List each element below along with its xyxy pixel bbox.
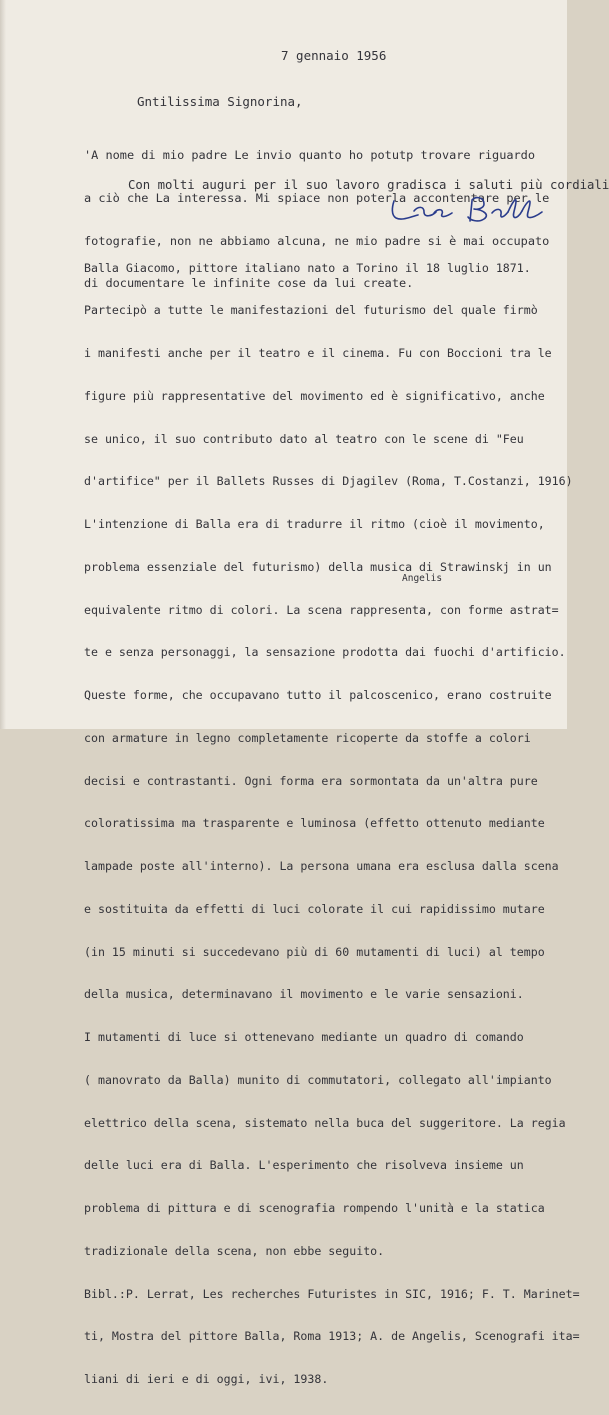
bio-line: i manifesti anche per il teatro e il cinema. Fu con Boccioni tra le	[84, 346, 552, 360]
bio-line: della musica, determinavano il movimento e le varie sensazioni.	[84, 987, 524, 1002]
bio-line: problema essenziale del futurismo) della musica di Strawinskj in un	[84, 559, 552, 574]
bio-line: te e senza personaggi, la sensazione prodotta dai fuochi d'artificio.	[84, 645, 566, 660]
bio-line: e sostituita da effetti di luci colorate il cui rapidissimo mutare	[84, 901, 545, 916]
closing-line: Con molti auguri per il suo lavoro gradisca i saluti più cordiali	[128, 178, 609, 192]
bio-line: coloratissima ma trasparente e luminosa (effetto ottenuto mediante	[84, 816, 545, 831]
bio-line: (in 15 minuti si succedevano più di 60 mutamenti di luci) al tempo	[84, 944, 545, 959]
handwritten-signature	[388, 193, 548, 229]
bio-line: equivalente ritmo di colori. La scena rappresenta, con forme astrat=	[84, 602, 559, 617]
bio-line: elettrico della scena, sistemato nella buca del suggeritore. La regia	[84, 1115, 566, 1130]
letter-line: di documentare le infinite cose da lui create.	[84, 276, 414, 291]
bio-line: Queste forme, che occupavano tutto il palcoscenico, erano costruite	[84, 688, 552, 702]
bio-line: tradizionale della scena, non ebbe seguito.	[84, 1243, 385, 1258]
bibliography-line: ti, Mostra del pittore Balla, Roma 1913; A. de Angelis, Scenografi ita=	[84, 1329, 580, 1344]
bio-line: Partecipò a tutte le manifestazioni del futurismo del quale firmò	[84, 303, 538, 318]
bio-line: decisi e contrastanti. Ogni forma era sormontata da un'altra pure	[84, 773, 538, 788]
bibliography-line: liani di ieri e di oggi, ivi, 1938.	[84, 1372, 329, 1386]
bio-line: problema di pittura e di scenografia rompendo l'unità e la statica	[84, 1201, 545, 1215]
bibliography-insertion: Angelis	[402, 573, 443, 584]
paper-edge-shadow	[0, 0, 6, 729]
bibliography-line: Bibl.:P. Lerrat, Les recherches Futuristes in SIC, 1916; F. T. Marinet=	[84, 1286, 580, 1301]
bio-line: con armature in legno completamente ricoperte da stoffe a colori	[84, 730, 531, 745]
bio-line: I mutamenti di luce si ottenevano mediante un quadro di comando	[84, 1030, 524, 1044]
letter-line: a ciò che La interessa. Mi spiace non poterla accontentare per le	[84, 191, 550, 206]
salutation: Gntilissima Signorina,	[137, 94, 303, 109]
bio-line: d'artifice" per il Ballets Russes di Djagilev (Roma, T.Costanzi, 1916)	[84, 474, 573, 489]
bio-line: figure più rappresentative del movimento ed è significativo, anche	[84, 388, 545, 403]
letter-date: 7 gennaio 1956	[281, 48, 387, 63]
bio-line: Balla Giacomo, pittore italiano nato a Torino il 18 luglio 1871.	[84, 260, 531, 275]
letter-line: fotografie, non ne abbiamo alcuna, ne mio padre si è mai occupato	[84, 233, 550, 248]
signature-drawing	[388, 193, 548, 229]
bio-line: ( manovrato da Balla) munito di commutatori, collegato all'impianto	[84, 1072, 552, 1087]
bio-line: L'intenzione di Balla era di tradurre il ritmo (cioè il movimento,	[84, 517, 545, 531]
bio-line: delle luci era di Balla. L'esperimento che risolveva insieme un	[84, 1158, 524, 1173]
biography-text	[84, 232, 580, 1415]
letter-line: 'A nome di mio padre Le invio quanto ho potutp trovare riguardo	[84, 148, 536, 163]
bio-line: se unico, il suo contributo dato al teatro con le scene di "Feu	[84, 431, 524, 446]
bio-line: lampade poste all'interno). La persona umana era esclusa dalla scena	[84, 859, 559, 873]
